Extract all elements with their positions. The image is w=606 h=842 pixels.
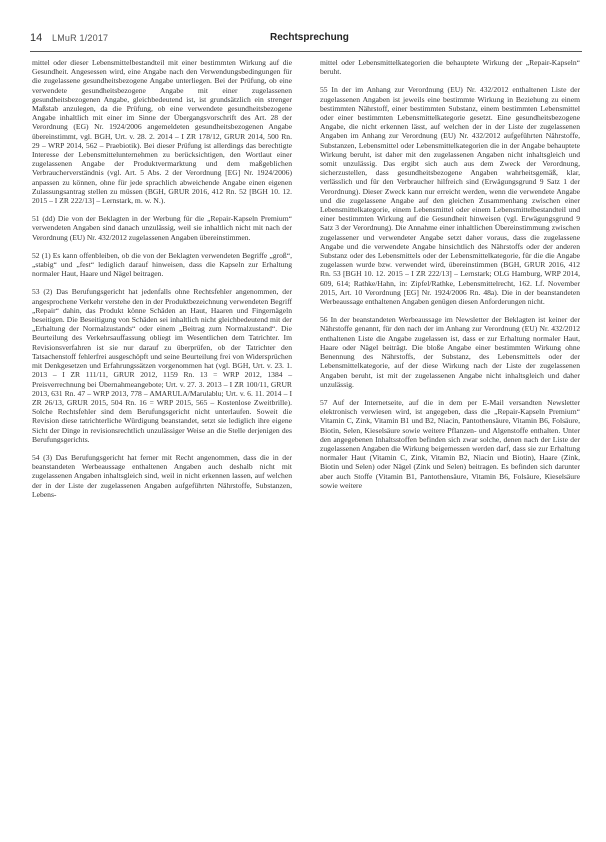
left-column xyxy=(32,58,292,508)
page-header xyxy=(30,30,582,50)
paragraph: 52 (1) Es kann offenbleiben, ob die von der Beklagten verwendeten Begriffe „groß“, „stabig“ und „fest“ lediglich darauf hinweisen, dass die Kapseln zur Erhaltung normaler Haut, Haare und Nägel beitragen. xyxy=(32,250,292,279)
right-column xyxy=(320,58,580,499)
section-title: Rechtsprechung xyxy=(270,32,349,43)
paragraph: mittel oder Lebensmittelkategorien die behauptete Wirkung der „Repair-Kapseln“ beruht. xyxy=(320,58,580,77)
paragraph: 56 In der beanstandeten Werbeaussage im Newsletter der Beklagten ist keiner der Nährstoffe genannt, für den nach der im Anhang zur Verordnung (EU) Nr. 432/2012 enthaltenen Liste die Angabe zugelassen ist, dass er zur Erhaltung normaler Haut, Haare oder Nägel beiträgt. Die bloße Angabe einer bestimmten Wirkung ohne Benennung des Nährstoffs, der Substanz, des Lebensmittels oder der Lebensmittelkategorie, auf der diese Wirkung nach der Liste der zugelassenen Angaben beruht, ist mit der zugelassenen Angabe nicht inhaltsgleich und daher unzulässig. xyxy=(320,315,580,389)
paragraph: 54 (3) Das Berufungsgericht hat ferner mit Recht angenommen, dass die in der beanstandeten Werbeaussage enthaltenen Angaben auch deshalb nicht mit zugelassenen Angaben inhaltsgleich sind, weil in nicht erkennen lassen, auf welchen der in der Liste der zugelassenen Angaben aufgeführten Nährstoffe, Substanzen, Lebens- xyxy=(32,452,292,499)
journal-name: LMuR 1/2017 xyxy=(52,33,109,43)
header-rule xyxy=(30,51,582,52)
paragraph: 55 In der im Anhang zur Verordnung (EU) Nr. 432/2012 enthaltenen Liste der zugelassenen Angaben ist jeweils eine bestimmte Wirkung in Beziehung zu einem bestimmten Nährstoff, einer bestimmten Substanz, einem bestimmten Lebensmittel oder einer bestimmten Lebensmittelkategorie gesetzt. Eine gesundheitsbezogene Angabe, die nicht erkennen lässt, auf welchen der in der Liste der zugelassenen Angaben im Anhang zur Verordnung (EU) Nr. 432/2012 aufgeführten Nährstoffe, Substanzen, Lebensmittel oder Lebensmittelkategorien die in der Angabe behauptete Wirkung beruht, ist daher mit den zugelassenen Angaben nicht inhaltsgleich und somit unzulässig. Das ergibt sich auch aus dem Zweck der Verordnung, sicherzustellen, dass gesundheitsbezogene Angaben wahrheitsgemäß, klar, verlässlich und für den Verbraucher hilfreich sind (Erwägungsgrund 9 Satz 1 der Verordnung). Dieser Zweck kann nur erreicht werden, wenn die verwendete Angabe und die zugelassene Angabe auf den gleichen Zusammenhang zwischen einer Lebensmittelkategorie, einem Lebensmittel oder einem Lebensmittelbestandteil und einer bestimmten Wirkung auf die Gesundheit hinweisen (vgl. Erwägungsgrund 9 Satz 3 der Verordnung). Die Annahme einer inhaltlichen Übereinstimmung zwischen zugelassener und verwendeter Angabe setzt daher voraus, dass die zugelassene Angabe und die verwendete Angabe hinsichtlich des Nährstoffs oder der anderen Substanz oder des Lebensmittels oder der Lebensmittelkategorie, für die die Angabe zugelassen wurde bzw. verwendet wird, übereinstimmen (BGH, GRUR 2016, 412 Rn. 53 [BGH 10. 12. 2015 – I ZR 222/13] – Lernstark; OLG Hamburg, WRP 2014, 609, 614; Rathke/Hahn, in: Zipfel/Rathke, Lebensmittelrecht, 162. Lf. November 2015, Art. 10 Verordnung [EG] Nr. 1924/2006 Rn. 48a). Die in der beanstandeten Werbeaussage enthaltenen Angaben genügen diesen Anforderungen nicht. xyxy=(320,85,580,307)
page-number: 14 xyxy=(30,32,43,44)
paragraph: 57 Auf der Internetseite, auf die in dem per E-Mail versandten Newsletter elektronisch verwiesen wird, ist angegeben, dass die „Repair-Kapseln Premium“ Vitamin C, Zink, Vitamin B1 und B2, Niacin, Pantothensäure, Vitamin B6, Folsäure, Biotin, Selen, Kieselsäure sowie weitere Pflanzen- und Algenstoffe enthalten. Unter den angegebenen Inhaltsstoffen befinden sich zwar solche, denen nach der Liste der zugelassenen Angaben die Wirkung beigemessen werden darf, dass sie zur Erhaltung normaler Haut (Vitamin C, Zink, Vitamin B2, Niacin und Biotin), Haare (Zink, Biotin und Selen) oder Nägel (Zink und Selen) beitragen. Es befinden sich darunter aber auch Stoffe (Vitamin B1, Pantothensäure, Vitamin B6, Folsäure, Kieselsäure sowie weitere xyxy=(320,397,580,490)
paragraph: mittel oder dieser Lebensmittelbestandteil mit einer bestimmten Wirkung auf die Gesundheit. Angesessen wird, eine Angabe nach den Verwendungsbedingungen für die zugelassene gesundheitsbezogene Angabe unterliegen. Bei der Prüfung, ob eine verwendete gesundheitsbezogene Angabe mit einer zugelassenen gesundheitsbezogenen Angabe, gleichbedeutend ist, ist grundsätzlich ein strenger Maßstab anzulegen, da die Prüfung, ob eine verwendete gesundheitsbezogene Angabe inhaltlich mit einer im Sinne der Übergangsvorschrift des Art. 28 der Verordnung (EG) Nr. 1924/2006 angemeldeten gesundheitsbezogenen Angabe übereinstimmt, vgl. BGH, Urt. v. 28. 2. 2014 – I ZR 178/12, GRUR 2014, 500 Rn. 29 – WRP 2014, 562 – Praebiotik). Bei dieser Prüfung ist allerdings das berechtigte Interesse der Lebensmittelunternehmen zu berücksichtigen, den Wortlaut einer zugelassenen Angabe der Produktvermarktung und dem maßgeblichen Verbraucherverständnis (vgl. Art. 5 Abs. 2 der Verordnung [EG] Nr. 1924/2006) anpassen zu können, ohne für jede sprachlich abweichende Angabe einen eigenen Zulassungsantrag stellen zu müssen (BGH, GRUR 2016, 412 Rn. 52 [BGH 10. 12. 2015 – I ZR 222/13] – Lernstark, m. w. N.). xyxy=(32,58,292,206)
paragraph: 53 (2) Das Berufungsgericht hat jedenfalls ohne Rechtsfehler angenommen, der angesprochene Verkehr verstehe den in der Produktbezeichnung verwendeten Begriff „Repair“ dahin, das Produkt könne Schäden an Haut, Haaren und Fingernägeln beseitigen. Die Beseitigung von Schäden sei inhaltlich nicht gleichbedeutend mit der „Erhaltung der Normalzustands“ oder einem „Beitrag zum Normalzustand“. Die Beurteilung des Verkehrsauffassung obliegt im Wesentlichen dem Tatrichter. Im Revisionsverfahren ist sie nur darauf zu überprüfen, ob der Tatrichter den Tatsachenstoff fehlerfrei ausgeschöpft und seine Beurteilung frei von Widersprüchen mit Denkgesetzen und Erfahrungssätzen vorgenommen hat (vgl. BGH, Urt. v. 23. 1. 2013 – I ZR 111/11, GRUR 2012, 1159 Rn. 13 = WRP 2012, 1384 – Preisverrechnung bei Übernahmeangebote; Urt. v. 27. 3. 2013 – I ZR 100/11, GRUR 2013, 631 Rn. 47 – WRP 2013, 778 – AMARULA/Marulablu; Urt. v. 6. 11. 2014 – I ZR 26/13, GRUR 2015, 504 Rn. 16 = WRP 2015, 565 – Kostenlose Zweitbrille). Solche Rechtsfehler sind dem Berufungsgericht nicht unterlaufen. Soweit die Revision diese tatrichterliche Würdigung beanstandet, setzt sie lediglich ihre eigene Sicht der Dinge in revisionsrechtlich unzulässiger Weise an die Stelle derjenigen des Berufungsgerichts. xyxy=(32,287,292,444)
paragraph: 51 (dd) Die von der Beklagten in der Werbung für die „Repair-Kapseln Premium“ verwendeten Angaben sind danach unzulässig, weil sie inhaltlich nicht mit nach der Verordnung (EU) Nr. 432/2012 zugelassenen Angaben übereinstimmen. xyxy=(32,214,292,242)
